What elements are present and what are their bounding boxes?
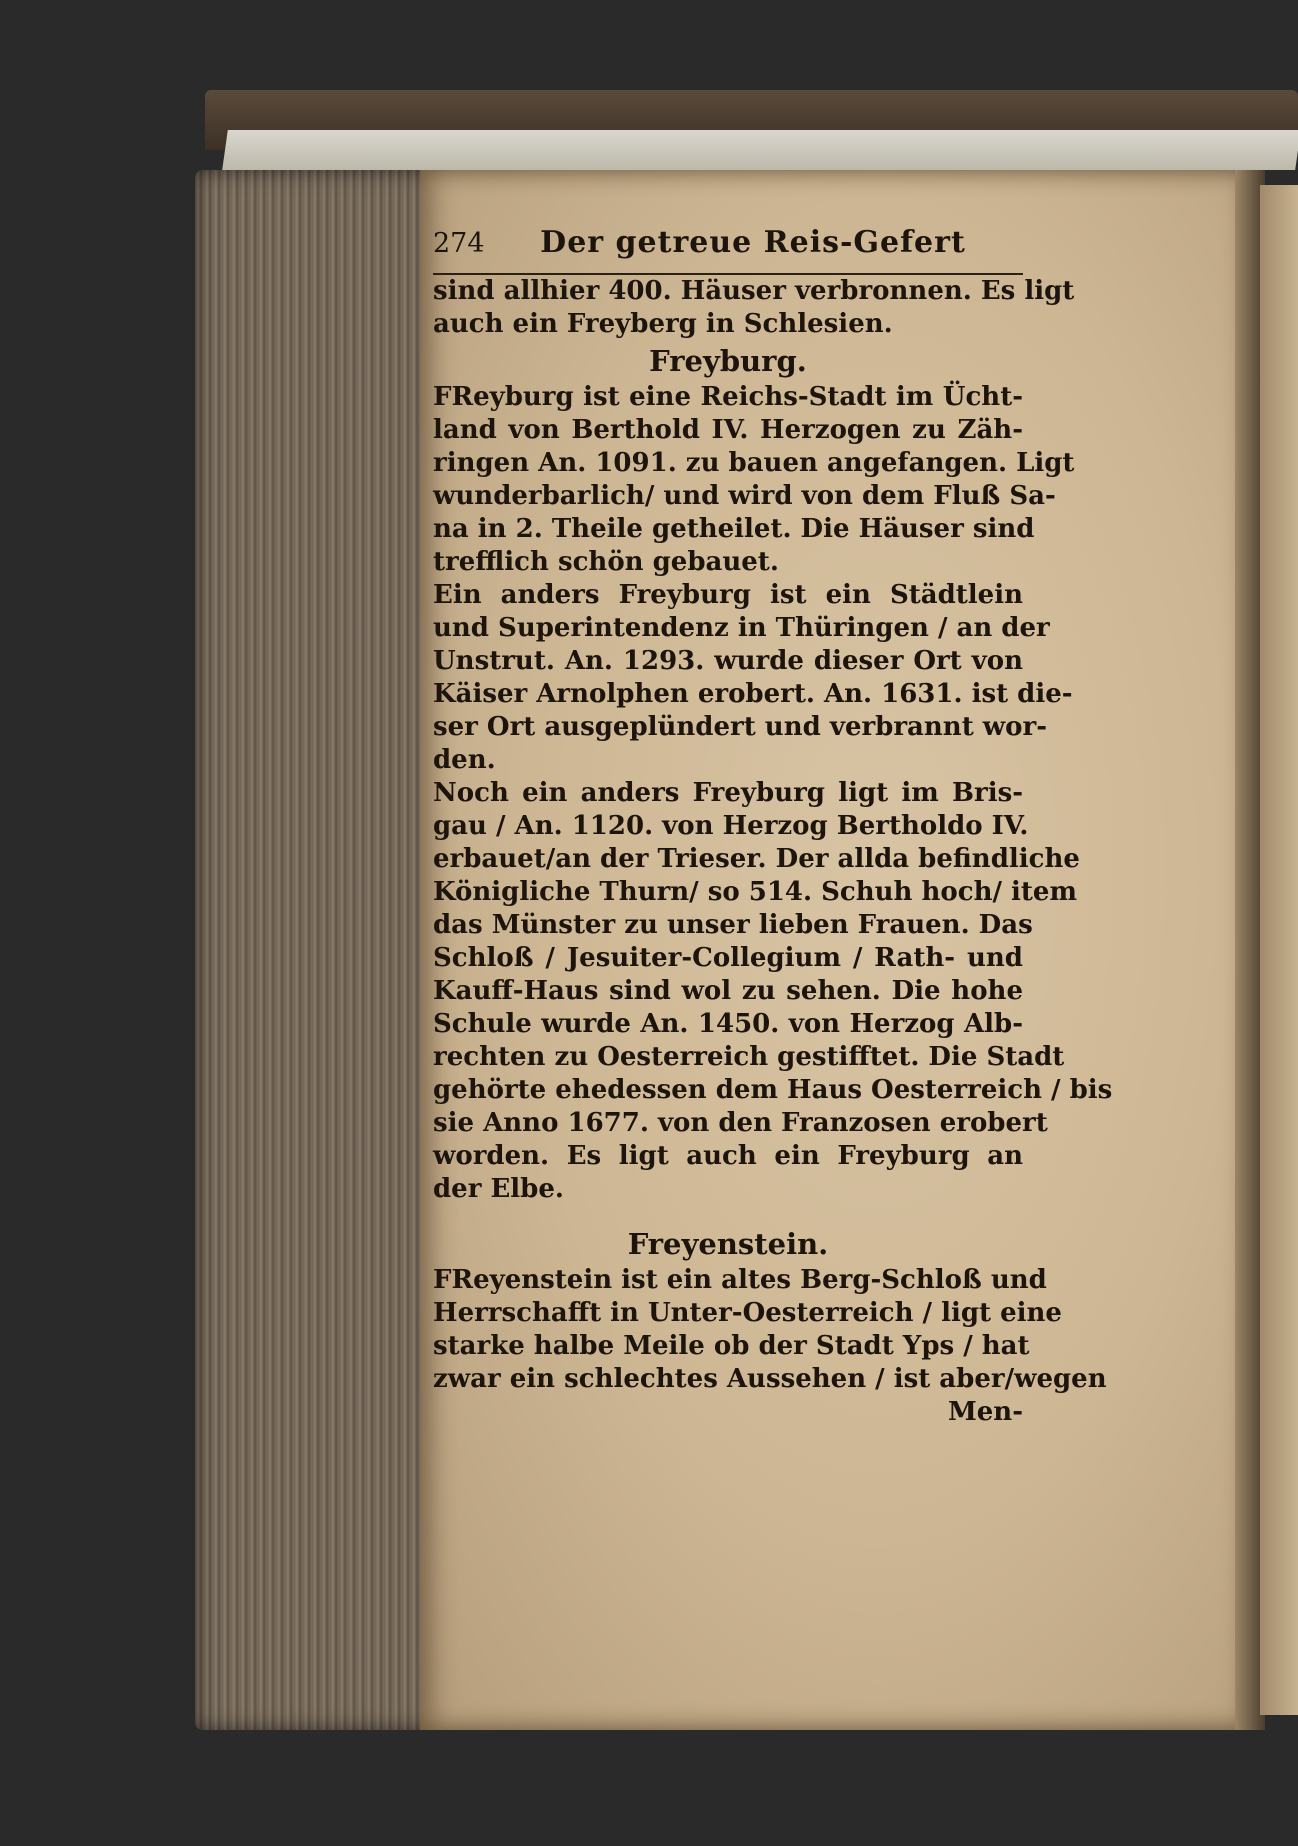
text-line: trefflich schön gebauet.	[433, 547, 779, 577]
page-edges-left	[195, 170, 435, 1730]
section-heading-freyburg: Freyburg.	[649, 344, 807, 378]
text-line: Königliche Thurn/ so 514. Schuh hoch/ item	[433, 877, 1077, 907]
text-line: gehörte ehedessen dem Haus Oesterreich / bis	[433, 1075, 1113, 1105]
text-line: Schule wurde An. 1450. von Herzog Alb-	[433, 1009, 1023, 1039]
text-line: FReyenstein ist ein altes Berg-Schloß und	[433, 1265, 1047, 1295]
page-header	[433, 225, 1023, 275]
running-title: Der getreue Reis-Gefert	[540, 225, 966, 260]
text-line: den.	[433, 745, 496, 775]
text-line: sind allhier 400. Häuser verbronnen. Es ligt	[433, 276, 1075, 306]
text-line: Käiser Arnolphen erobert. An. 1631. ist die-	[433, 679, 1073, 709]
text-line: land von Berthold IV. Herzogen zu Zäh-	[433, 415, 1023, 445]
text-line: sie Anno 1677. von den Franzosen erobert	[433, 1108, 1048, 1138]
text-line: auch ein Freyberg in Schlesien.	[433, 309, 893, 339]
text-line: Kauff-Haus sind wol zu sehen. Die hohe	[433, 976, 1023, 1006]
text-line: Herrschafft in Unter-Oesterreich / ligt eine	[433, 1298, 1062, 1328]
text-line: erbauet/an der Trieser. Der allda befindliche	[433, 844, 1080, 874]
text-line: Schloß / Jesuiter-Collegium / Rath- und	[433, 943, 1023, 973]
text-line: starke halbe Meile ob der Stadt Yps / hat	[433, 1331, 1030, 1361]
text-line: der Elbe.	[433, 1174, 564, 1204]
text-line: zwar ein schlechtes Aussehen / ist aber/wegen	[433, 1364, 1107, 1394]
text-line: ser Ort ausgeplündert und verbrannt wor-	[433, 712, 1047, 742]
book	[195, 90, 1298, 1740]
text-line: rechten zu Oesterreich gestifftet. Die Stadt	[433, 1042, 1065, 1072]
page-edges-top	[222, 130, 1298, 170]
text-line: das Münster zu unser lieben Frauen. Das	[433, 910, 1033, 940]
catchword: Men-	[947, 1397, 1023, 1427]
text-line: worden. Es ligt auch ein Freyburg an	[433, 1141, 1023, 1171]
text-line: FReyburg ist eine Reichs-Stadt im Ücht-	[433, 382, 1023, 412]
text-line: Noch ein anders Freyburg ligt im Bris-	[433, 778, 1023, 808]
text-line: Unstrut. An. 1293. wurde dieser Ort von	[433, 646, 1023, 676]
section-heading-freyenstein: Freyenstein.	[627, 1227, 829, 1261]
page-content	[433, 225, 1113, 1429]
text-line: wunderbarlich/ und wird von dem Fluß Sa-	[433, 481, 1056, 511]
page-number: 274	[433, 228, 485, 259]
text-line: Ein anders Freyburg ist ein Städtlein	[433, 580, 1023, 610]
text-line: ringen An. 1091. zu bauen angefangen. Ligt	[433, 448, 1075, 478]
text-line: gau / An. 1120. von Herzog Bertholdo IV.	[433, 811, 1029, 841]
text-line: und Superintendenz in Thüringen / an der	[433, 613, 1050, 643]
text-line: na in 2. Theile getheilet. Die Häuser sind	[433, 514, 1035, 544]
facing-page-edge	[1260, 185, 1298, 1715]
